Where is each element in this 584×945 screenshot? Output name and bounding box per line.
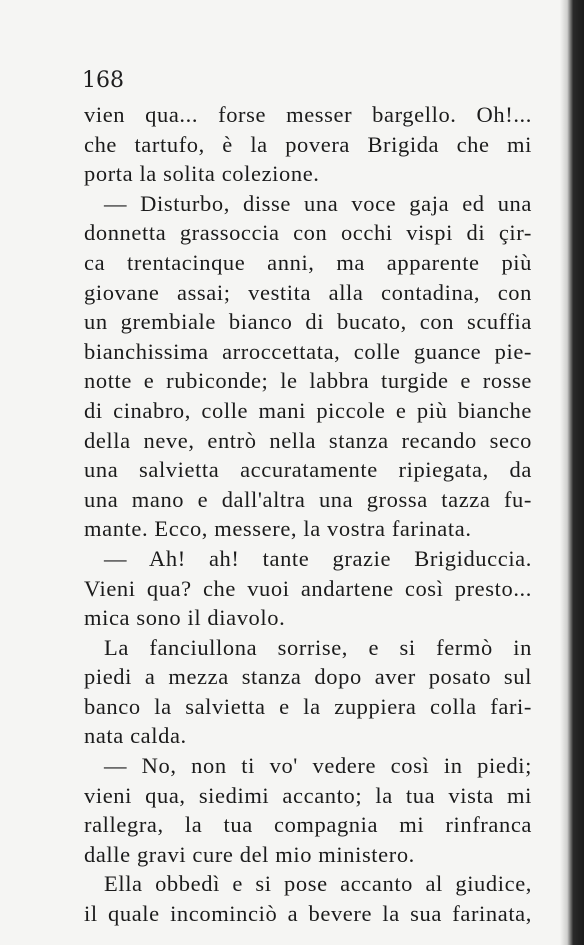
text-line: Ella obbedì e si pose accanto al giudice, [104,871,532,897]
text-line: mante. Ecco, messere, la vostra farinata. [84,516,472,542]
text-line: un grembiale bianco di bucato, con scuffia [84,309,532,335]
page-number: 168 [82,68,124,93]
text-line: una salvietta accuratamente ripiegata, da [84,457,532,483]
text-line: di cinabro, colle mani piccole e più bianche [84,397,532,423]
text-line: — No, non ti vo' vedere così in piedi; [104,753,532,779]
text-line: il quale incominciò a bevere la sua farinata, [84,901,532,927]
text-line: vieni qua, siedimi accanto; la tua vista mi [84,782,532,808]
text-line: ca trentacinque anni, ma apparente più [84,249,532,275]
text-line: della neve, entrò nella stanza recando seco [84,427,532,453]
text-line: — Ah! ah! tante grazie Brigiduccia. [104,545,532,571]
text-line: giovane assai; vestita alla contadina, con [84,279,532,305]
text-line: dalle gravi cure del mio ministero. [84,841,415,867]
text-line: Vieni qua? che vuoi andartene così presto... [84,575,532,601]
text-line: banco la salvietta e la zuppiera colla fari- [84,693,532,719]
text-line: vien qua... forse messer bargello. Oh!... [84,102,532,127]
text-line: bianchissima arroccettata, colle guance pie- [84,338,532,364]
body-text [84,100,532,929]
text-line: una mano e dall'altra una grossa tazza fu- [84,486,532,512]
text-line: nata calda. [84,723,187,749]
text-line: che tartufo, è la povera Brigida che mi [84,131,532,157]
text-line: porta la solita colezione. [84,161,320,187]
text-line: rallegra, la tua compagnia mi rinfranca [84,812,532,838]
text-line: piedi a mezza stanza dopo aver posato sul [84,664,532,690]
book-binding-edge [560,0,584,945]
text-line: mica sono il diavolo. [84,605,286,631]
text-line: — Disturbo, disse una voce gaja ed una [104,190,532,216]
text-line: notte e rubiconde; le labbra turgide e rosse [84,368,532,394]
text-line: La fanciullona sorrise, e si fermò in [104,634,532,660]
text-line: donnetta grassoccia con occhi vispi di çir- [84,220,532,246]
